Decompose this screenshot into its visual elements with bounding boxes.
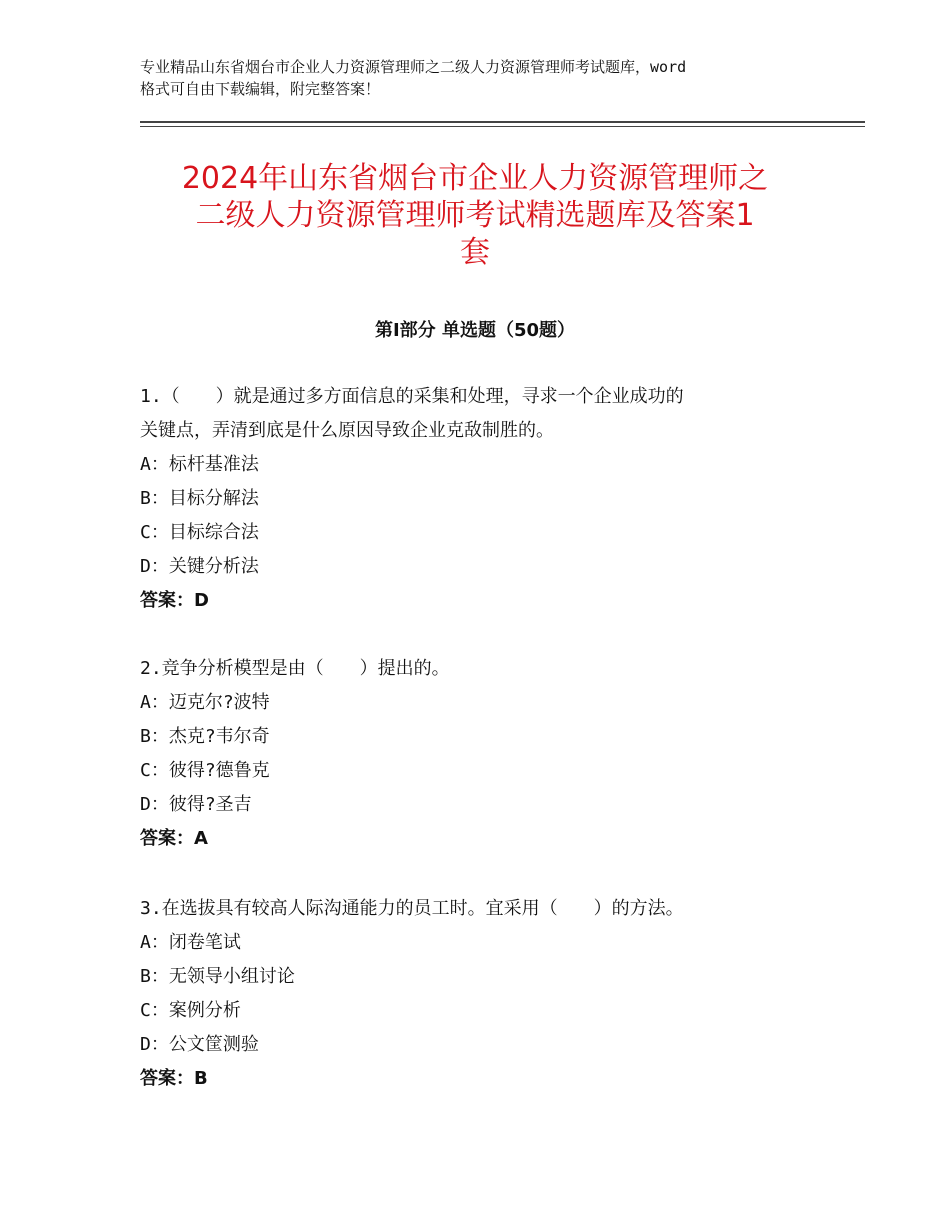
title-line: 二级人力资源管理师考试精选题库及答案1 bbox=[195, 198, 755, 233]
answer-label: 答案：D bbox=[140, 590, 209, 611]
option-a: A：闭卷笔试 bbox=[140, 932, 241, 953]
option-c: C：案例分析 bbox=[140, 1000, 241, 1021]
option-d: D：公文筐测验 bbox=[140, 1034, 259, 1055]
question-2 bbox=[140, 652, 840, 856]
question-stem: 关键点，弄清到底是什么原因导致企业克敌制胜的。 bbox=[140, 420, 554, 441]
option-a: A：迈克尔?波特 bbox=[140, 692, 270, 713]
option-a: A：标杆基准法 bbox=[140, 454, 259, 475]
question-stem: 2.竞争分析模型是由（ ）提出的。 bbox=[140, 658, 450, 679]
title-line: 套 bbox=[460, 235, 490, 270]
option-d: D：彼得?圣吉 bbox=[140, 794, 252, 815]
question-stem: 3.在选拔具有较高人际沟通能力的员工时。宜采用（ ）的方法。 bbox=[140, 898, 684, 919]
header-note bbox=[140, 56, 830, 100]
header-rule-thin bbox=[140, 126, 865, 127]
option-b: B：目标分解法 bbox=[140, 488, 259, 509]
header-note-line: 专业精品山东省烟台市企业人力资源管理师之二级人力资源管理师考试题库，word bbox=[140, 58, 687, 76]
section-heading: 第Ⅰ部分 单选题（50题） bbox=[374, 320, 575, 341]
option-b: B：无领导小组讨论 bbox=[140, 966, 295, 987]
option-c: C：目标综合法 bbox=[140, 522, 259, 543]
option-b: B：杰克?韦尔奇 bbox=[140, 726, 270, 747]
option-d: D：关键分析法 bbox=[140, 556, 259, 577]
document-title bbox=[120, 160, 830, 271]
question-stem: 1.（ ）就是通过多方面信息的采集和处理，寻求一个企业成功的 bbox=[140, 386, 684, 407]
question-1 bbox=[140, 380, 840, 618]
question-3 bbox=[140, 892, 840, 1096]
header-note-line: 格式可自由下载编辑，附完整答案！ bbox=[140, 80, 381, 98]
header-rule-thick bbox=[140, 121, 865, 123]
answer-label: 答案：B bbox=[140, 1068, 208, 1089]
answer-label: 答案：A bbox=[140, 828, 208, 849]
title-line: 2024年山东省烟台市企业人力资源管理师之 bbox=[181, 161, 769, 196]
option-c: C：彼得?德鲁克 bbox=[140, 760, 270, 781]
